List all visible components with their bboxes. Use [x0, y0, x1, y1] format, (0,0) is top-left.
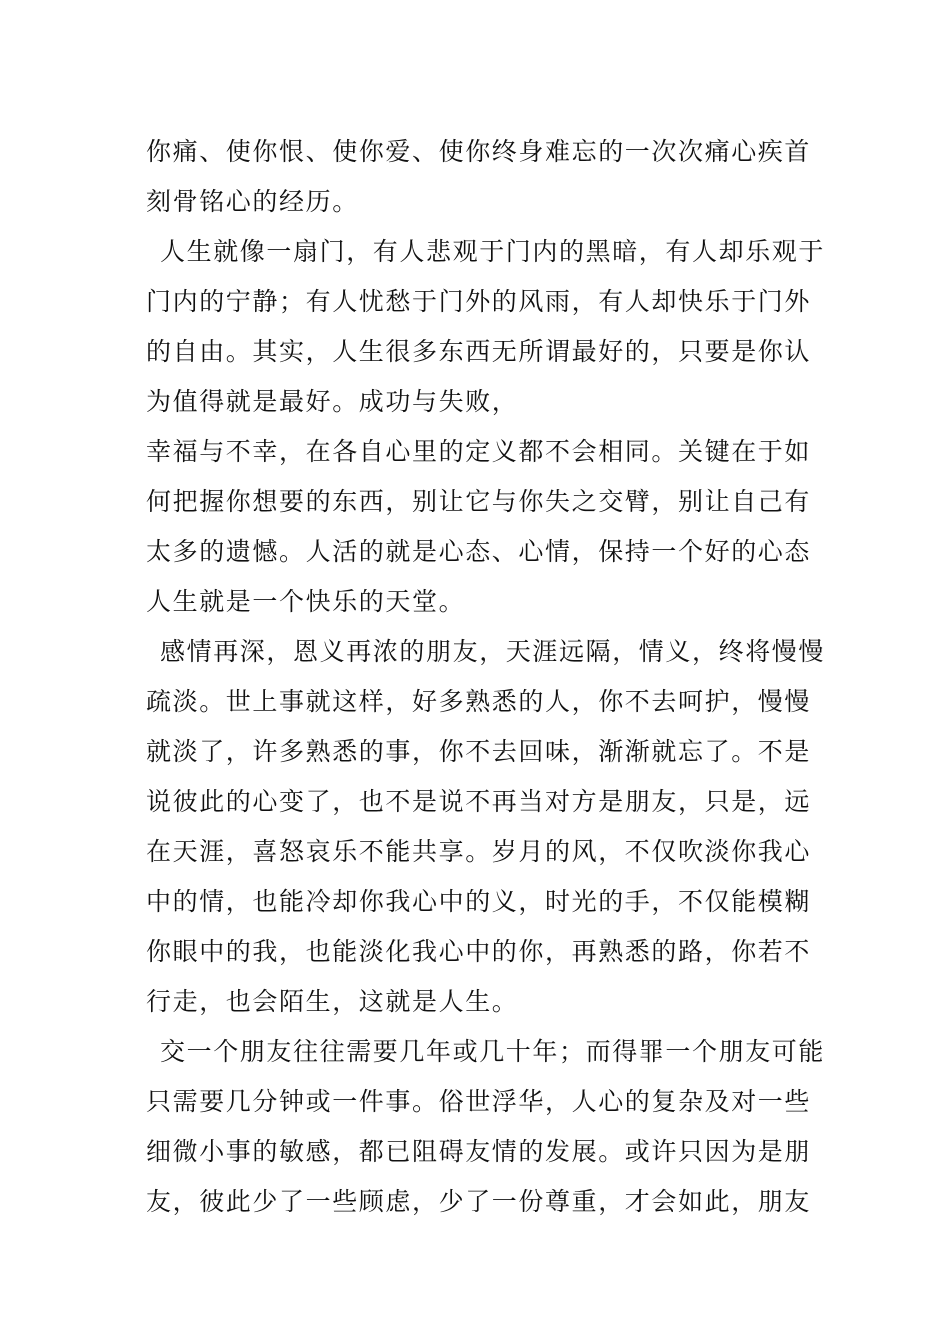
text-line: 刻骨铭心的经历。: [146, 187, 359, 216]
text-line: 交一个朋友往往需要几年或几十年；而得罪一个朋友可能: [160, 1037, 826, 1066]
text-line: 说彼此的心变了，也不是说不再当对方是朋友，只是，远: [146, 787, 812, 816]
text-line: 人生就是一个快乐的天堂。: [146, 587, 466, 616]
text-line: 人生就像一扇门，有人悲观于门内的黑暗，有人却乐观于: [160, 237, 826, 266]
text-line: 感情再深，恩义再浓的朋友，天涯远隔，情义，终将慢慢: [160, 637, 826, 666]
text-line: 门内的宁静；有人忧愁于门外的风雨，有人却快乐于门外: [146, 287, 812, 316]
text-line: 为值得就是最好。成功与失败，: [146, 387, 519, 416]
text-line: 你眼中的我，也能淡化我心中的你，再熟悉的路，你若不: [146, 937, 812, 966]
text-line: 友，彼此少了一些顾虑，少了一份尊重，才会如此，朋友: [146, 1187, 812, 1216]
text-line: 疏淡。世上事就这样，好多熟悉的人，你不去呵护，慢慢: [146, 687, 812, 716]
text-line: 细微小事的敏感，都已阻碍友情的发展。或许只因为是朋: [146, 1137, 812, 1166]
text-line: 太多的遗憾。人活的就是心态、心情，保持一个好的心态: [146, 537, 812, 566]
text-line: 行走，也会陌生，这就是人生。: [146, 987, 519, 1016]
text-line: 在天涯，喜怒哀乐不能共享。岁月的风，不仅吹淡你我心: [146, 837, 812, 866]
text-line: 何把握你想要的东西，别让它与你失之交臂，别让自己有: [146, 487, 812, 516]
text-line: 只需要几分钟或一件事。俗世浮华，人心的复杂及对一些: [146, 1087, 812, 1116]
text-line: 就淡了，许多熟悉的事，你不去回味，渐渐就忘了。不是: [146, 737, 812, 766]
text-line: 幸福与不幸，在各自心里的定义都不会相同。关键在于如: [146, 437, 812, 466]
text-line: 中的情，也能冷却你我心中的义，时光的手，不仅能模糊: [146, 887, 812, 916]
text-line: 你痛、使你恨、使你爱、使你终身难忘的一次次痛心疾首: [146, 137, 812, 166]
body-text: [146, 127, 826, 1227]
text-line: 的自由。其实，人生很多东西无所谓最好的，只要是你认: [146, 337, 812, 366]
